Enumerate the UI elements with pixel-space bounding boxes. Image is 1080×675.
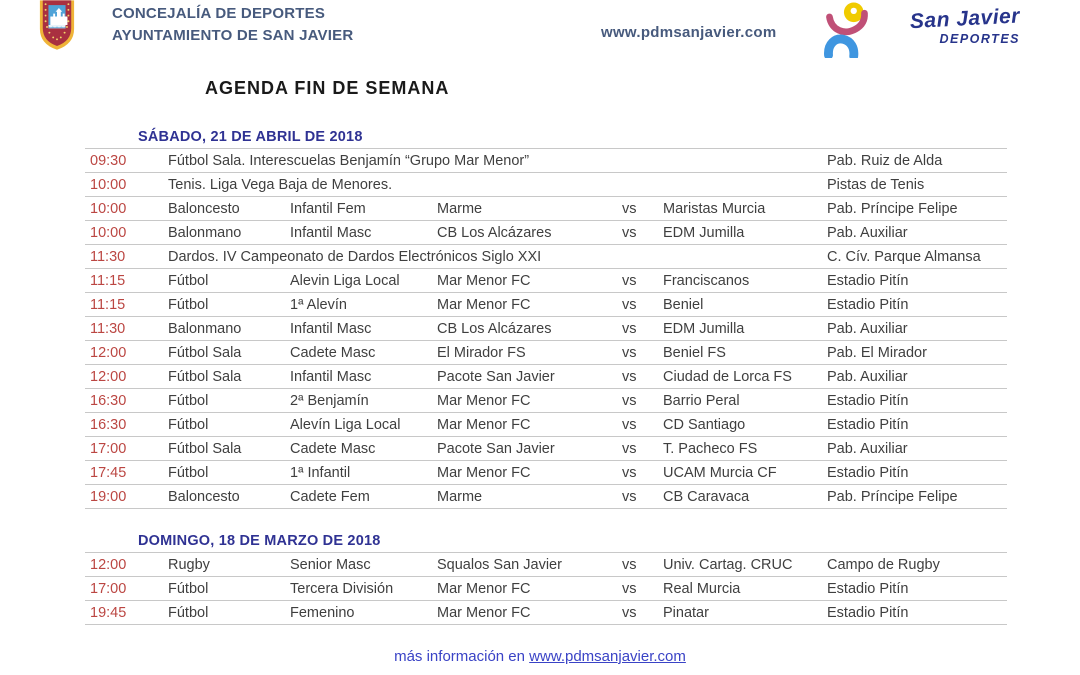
event-venue: Estadio Pitín: [827, 580, 909, 597]
event-row: [85, 552, 1007, 576]
event-away-team: Real Murcia: [663, 580, 741, 597]
event-row: [85, 220, 1007, 244]
event-home-team: Mar Menor FC: [437, 604, 531, 621]
event-home-team: Pacote San Javier: [437, 368, 555, 385]
event-sport: Baloncesto: [168, 488, 240, 505]
event-time: 19:00: [90, 488, 127, 505]
vs-label: vs: [622, 200, 637, 217]
vs-label: vs: [622, 416, 637, 433]
event-time: 19:45: [90, 604, 127, 621]
event-time: 11:15: [90, 272, 126, 289]
event-category: Infantil Masc: [290, 224, 372, 241]
event-sport: Fútbol: [168, 392, 209, 409]
event-row: [85, 196, 1007, 220]
brand-name: San Javier: [909, 4, 1021, 34]
event-home-team: Mar Menor FC: [437, 416, 531, 433]
event-venue: Pab. Auxiliar: [827, 320, 908, 337]
page-title: AGENDA FIN DE SEMANA: [205, 78, 450, 98]
event-time: 10:00: [90, 200, 127, 217]
event-category: Cadete Fem: [290, 488, 370, 505]
athlete-figure-icon: [822, 2, 878, 58]
event-sport: Fútbol: [168, 464, 209, 481]
brand-tagline: DEPORTES: [939, 32, 1020, 46]
event-time: 12:00: [90, 368, 127, 385]
event-away-team: Pinatar: [663, 604, 709, 621]
event-venue: Pab. Auxiliar: [827, 440, 908, 457]
event-away-team: Beniel FS: [663, 344, 726, 361]
event-venue: Pab. El Mirador: [827, 344, 927, 361]
event-time: 16:30: [90, 416, 127, 433]
footer-text: más información en: [394, 648, 530, 665]
event-time: 11:15: [90, 296, 126, 313]
vs-label: vs: [622, 344, 637, 361]
event-row: [85, 244, 1007, 268]
agenda-table: [85, 127, 1007, 625]
event-sport: Baloncesto: [168, 200, 240, 217]
event-home-team: Marme: [437, 200, 483, 217]
event-home-team: Mar Menor FC: [437, 464, 531, 481]
event-venue: Estadio Pitín: [827, 296, 909, 313]
event-away-team: UCAM Murcia CF: [663, 464, 777, 481]
event-time: 17:45: [90, 464, 127, 481]
event-description: Fútbol Sala. Interescuelas Benjamín “Grupo Mar Menor”: [168, 152, 530, 169]
vs-label: vs: [622, 392, 637, 409]
san-javier-deportes-logo: [822, 0, 1022, 58]
event-sport: Fútbol: [168, 272, 209, 289]
event-time: 11:30: [90, 248, 126, 265]
event-away-team: Ciudad de Lorca FS: [663, 368, 792, 385]
event-away-team: EDM Jumilla: [663, 320, 745, 337]
event-category: Alevín Liga Local: [290, 416, 401, 433]
event-row: [85, 340, 1007, 364]
event-time: 09:30: [90, 152, 127, 169]
event-row: [85, 412, 1007, 436]
event-row: [85, 172, 1007, 196]
event-away-team: Barrio Peral: [663, 392, 740, 409]
event-category: 2ª Benjamín: [290, 392, 369, 409]
event-row: [85, 484, 1007, 508]
event-sport: Fútbol: [168, 416, 209, 433]
event-home-team: El Mirador FS: [437, 344, 526, 361]
vs-label: vs: [622, 556, 637, 573]
event-rows: [85, 552, 1007, 625]
event-away-team: T. Pacheco FS: [663, 440, 758, 457]
event-home-team: Mar Menor FC: [437, 272, 531, 289]
event-category: Infantil Fem: [290, 200, 366, 217]
event-venue: Estadio Pitín: [827, 416, 909, 433]
event-sport: Fútbol: [168, 604, 209, 621]
event-away-team: Maristas Murcia: [663, 200, 766, 217]
event-time: 17:00: [90, 580, 127, 597]
footer-info: [0, 648, 1080, 665]
event-description: Tenis. Liga Vega Baja de Menores.: [168, 176, 393, 193]
event-sport: Rugby: [168, 556, 210, 573]
vs-label: vs: [622, 604, 637, 621]
event-away-team: EDM Jumilla: [663, 224, 745, 241]
event-sport: Fútbol Sala: [168, 440, 242, 457]
brand-wordmark: [884, 4, 1021, 46]
event-category: 1ª Alevín: [290, 296, 347, 313]
event-away-team: Beniel: [663, 296, 704, 313]
event-time: 12:00: [90, 556, 127, 573]
event-category: Cadete Masc: [290, 440, 376, 457]
event-venue: Estadio Pitín: [827, 392, 909, 409]
event-description: Dardos. IV Campeonato de Dardos Electrónicos Siglo XXI: [168, 248, 542, 265]
event-category: Infantil Masc: [290, 368, 372, 385]
event-venue: Campo de Rugby: [827, 556, 940, 573]
event-category: Alevin Liga Local: [290, 272, 400, 289]
footer-website-link[interactable]: www.pdmsanjavier.com: [529, 648, 686, 665]
event-venue: Pab. Ruiz de Alda: [827, 152, 943, 169]
event-category: Cadete Masc: [290, 344, 376, 361]
event-time: 12:00: [90, 344, 127, 361]
event-home-team: Mar Menor FC: [437, 392, 531, 409]
event-row: [85, 364, 1007, 388]
event-venue: C. Cív. Parque Almansa: [827, 248, 981, 265]
event-home-team: Squalos San Javier: [437, 556, 562, 573]
event-row: [85, 388, 1007, 412]
event-venue: Estadio Pitín: [827, 604, 909, 621]
event-venue: Estadio Pitín: [827, 272, 909, 289]
vs-label: vs: [622, 272, 637, 289]
event-sport: Fútbol Sala: [168, 368, 242, 385]
event-home-team: Marme: [437, 488, 483, 505]
event-away-team: Univ. Cartag. CRUC: [663, 556, 793, 573]
vs-label: vs: [622, 464, 637, 481]
event-time: 17:00: [90, 440, 127, 457]
event-home-team: Mar Menor FC: [437, 296, 531, 313]
vs-label: vs: [622, 224, 637, 241]
event-venue: Pistas de Tenis: [827, 176, 925, 193]
event-sport: Fútbol: [168, 580, 209, 597]
event-row: [85, 316, 1007, 340]
event-category: Femenino: [290, 604, 355, 621]
event-row: [85, 460, 1007, 484]
event-time: 10:00: [90, 224, 127, 241]
event-row: [85, 436, 1007, 460]
vs-label: vs: [622, 488, 637, 505]
vs-label: vs: [622, 440, 637, 457]
day-heading: SÁBADO, 21 DE ABRIL DE 2018: [138, 129, 363, 145]
event-rows: [85, 148, 1007, 509]
event-sport: Fútbol Sala: [168, 344, 242, 361]
event-away-team: CB Caravaca: [663, 488, 750, 505]
header-website-link[interactable]: www.pdmsanjavier.com: [601, 24, 777, 41]
event-row: [85, 148, 1007, 172]
day-heading: DOMINGO, 18 DE MARZO DE 2018: [138, 533, 381, 549]
event-category: Infantil Masc: [290, 320, 372, 337]
event-row: [85, 268, 1007, 292]
event-time: 10:00: [90, 176, 127, 193]
event-venue: Pab. Príncipe Felipe: [827, 488, 958, 505]
event-away-team: Franciscanos: [663, 272, 750, 289]
day-section: [85, 531, 1007, 625]
event-time: 11:30: [90, 320, 126, 337]
event-row: [85, 576, 1007, 600]
org-line-1: CONCEJALÍA DE DEPORTES: [112, 5, 326, 22]
event-venue: Pab. Auxiliar: [827, 368, 908, 385]
vs-label: vs: [622, 580, 637, 597]
organization-name: [112, 3, 353, 47]
event-away-team: CD Santiago: [663, 416, 746, 433]
org-line-2: AYUNTAMIENTO DE SAN JAVIER: [112, 27, 354, 44]
day-section: [85, 127, 1007, 509]
event-home-team: Pacote San Javier: [437, 440, 555, 457]
event-sport: Balonmano: [168, 320, 242, 337]
event-row: [85, 600, 1007, 624]
town-crest-logo: [38, 0, 76, 52]
event-time: 16:30: [90, 392, 127, 409]
event-venue: Pab. Príncipe Felipe: [827, 200, 958, 217]
event-venue: Pab. Auxiliar: [827, 224, 908, 241]
event-home-team: Mar Menor FC: [437, 580, 531, 597]
event-home-team: CB Los Alcázares: [437, 224, 552, 241]
event-category: 1ª Infantil: [290, 464, 351, 481]
event-row: [85, 292, 1007, 316]
event-category: Senior Masc: [290, 556, 371, 573]
event-sport: Balonmano: [168, 224, 242, 241]
vs-label: vs: [622, 296, 637, 313]
vs-label: vs: [622, 368, 637, 385]
event-category: Tercera División: [290, 580, 394, 597]
event-home-team: CB Los Alcázares: [437, 320, 552, 337]
event-sport: Fútbol: [168, 296, 209, 313]
event-venue: Estadio Pitín: [827, 464, 909, 481]
vs-label: vs: [622, 320, 637, 337]
